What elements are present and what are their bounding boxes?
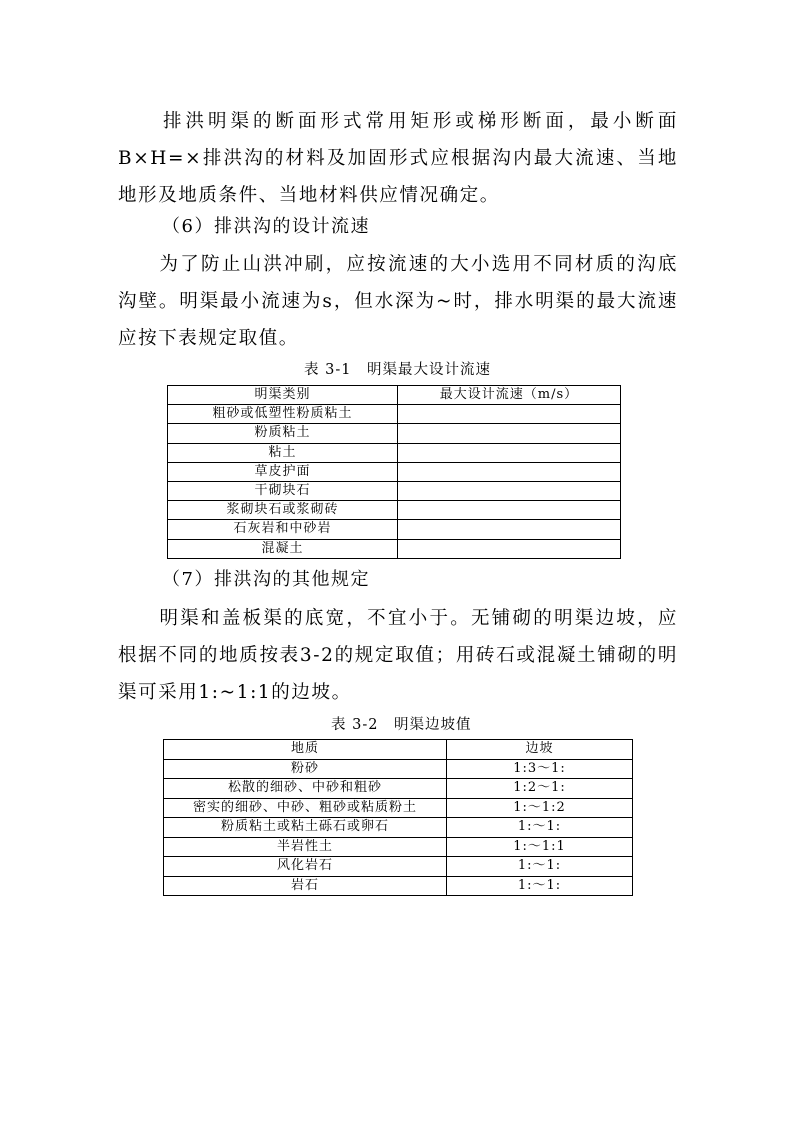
paragraph-velocity-rules: 为了防止山洪冲刷，应按流速的大小选用不同材质的沟底沟壁。明渠最小流速为s，但水深为~时，排水明渠的最大流速应按下表规定取值。 [118, 254, 678, 349]
table-row [164, 779, 633, 799]
table-row [164, 837, 633, 857]
table-row [164, 876, 633, 896]
paragraph-side-slope-rules: 明渠和盖板渠的底宽，不宜小于。无铺砌的明渠边坡，应根据不同的地质按表3-2的规定取值；用砖石或混凝土铺砌的明渠可采用1:~1:1的边坡。 [118, 608, 678, 703]
table-row [168, 539, 621, 558]
table-cell: 石灰岩和中砂岩 [168, 520, 398, 539]
table-cell [398, 481, 621, 500]
table-row [168, 405, 621, 424]
table-cell: 密实的细砂、中砂、粗砂或粘质粉土 [164, 798, 447, 818]
table-cell [398, 443, 621, 462]
table-cell: 1:～1: [447, 818, 633, 838]
table-cell [398, 539, 621, 558]
table2-caption: 表 3-2 明渠边坡值 [331, 717, 472, 733]
table-row [164, 818, 633, 838]
table-row [168, 462, 621, 481]
table-header-cell: 边坡 [447, 740, 633, 760]
table-cell: 半岩性土 [164, 837, 447, 857]
table-row [168, 424, 621, 443]
table-cell: 1:3～1: [447, 759, 633, 779]
table-cell: 混凝土 [168, 539, 398, 558]
heading-other-rules: （7）排洪沟的其他规定 [162, 569, 370, 590]
table1-caption: 表 3-1 明渠最大设计流速 [304, 362, 491, 378]
table-header-row [164, 740, 633, 760]
table-cell: 浆砌块石或浆砌砖 [168, 501, 398, 520]
table-cell: 1:2～1: [447, 779, 633, 799]
table-cell: 粉质粘土 [168, 424, 398, 443]
table-cell: 粘土 [168, 443, 398, 462]
table-cell: 风化岩石 [164, 857, 447, 877]
table-row [164, 857, 633, 877]
max-velocity-table [167, 385, 621, 559]
table-header-row [168, 386, 621, 405]
table-cell: 干砌块石 [168, 481, 398, 500]
table-cell: 岩石 [164, 876, 447, 896]
paragraph-drainage-channel-section: 排洪明渠的断面形式常用矩形或梯形断面，最小断面B×H=×排洪沟的材料及加固形式应根据沟内最大流速、当地地形及地质条件、当地材料供应情况确定。 [118, 111, 678, 206]
table-header-cell: 地质 [164, 740, 447, 760]
table-header-cell: 明渠类别 [168, 386, 398, 405]
table-cell: 1:～1:1 [447, 837, 633, 857]
table-cell [398, 462, 621, 481]
table-cell [398, 424, 621, 443]
table-cell: 草皮护面 [168, 462, 398, 481]
table-cell: 粗砂或低塑性粉质粘土 [168, 405, 398, 424]
table-cell: 1:～1: [447, 876, 633, 896]
table-row [164, 759, 633, 779]
table-cell [398, 501, 621, 520]
table-row [168, 481, 621, 500]
table-row [168, 520, 621, 539]
table-cell: 1:～1: [447, 857, 633, 877]
table-cell [398, 520, 621, 539]
table-cell: 粉砂 [164, 759, 447, 779]
side-slope-table [163, 739, 633, 896]
table-cell: 粉质粘土或粘土砾石或卵石 [164, 818, 447, 838]
table-row [168, 443, 621, 462]
table-cell: 1:～1:2 [447, 798, 633, 818]
table-cell [398, 405, 621, 424]
table-row [164, 798, 633, 818]
heading-design-velocity: （6）排洪沟的设计流速 [162, 216, 370, 237]
table-header-cell: 最大设计流速（m/s） [398, 386, 621, 405]
table-row [168, 501, 621, 520]
table-cell: 松散的细砂、中砂和粗砂 [164, 779, 447, 799]
